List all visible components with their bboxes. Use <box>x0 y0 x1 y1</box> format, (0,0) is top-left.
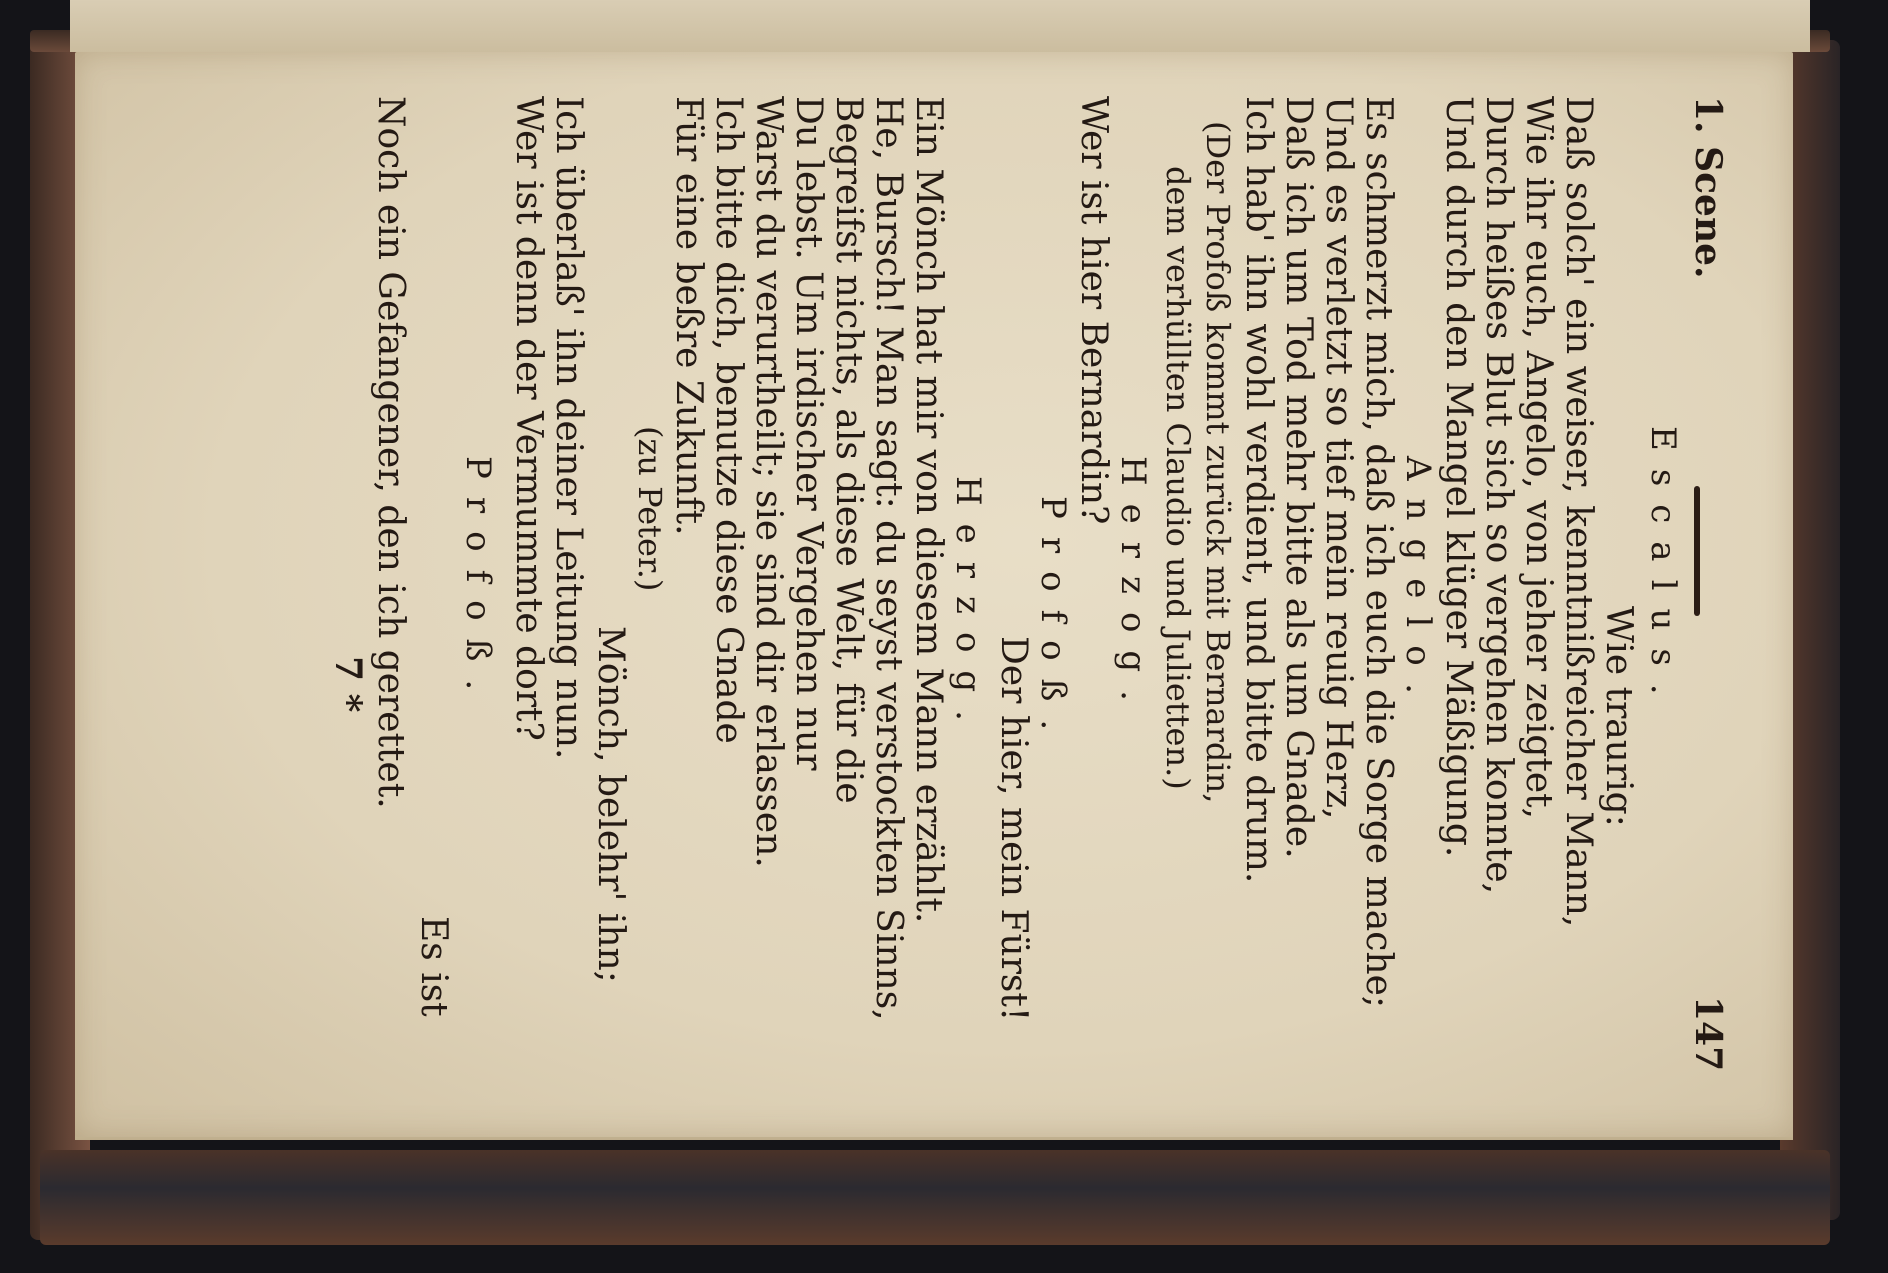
text-line: Und es verletzt so tief mein reuig Herz, <box>1318 96 1359 820</box>
text-line: Daß ich um Tod mehr bitte als um Gnade. <box>1278 96 1319 859</box>
speaker-heading: Profoß. <box>1033 496 1073 749</box>
stage-direction: dem verhüllten Claudio und Julietten.) <box>1159 166 1197 790</box>
text-line: He, Bursch! Man sagt: du seyst verstockten Sinns, <box>868 96 909 1021</box>
text-line: Der hier, mein Fürst! <box>993 636 1034 1022</box>
text-line: Für eine beßre Zukunft. <box>668 96 709 536</box>
catchword: Es ist <box>413 916 454 1017</box>
speaker-heading: Herzog. <box>1113 456 1153 719</box>
text-line: Es schmerzt mich, daß ich euch die Sorge mache; <box>1358 96 1399 1009</box>
text-line: Wie ihr euch, Angelo, von jeher zeigtet, <box>1518 96 1559 820</box>
speaker-heading: Angelo. <box>1398 456 1438 712</box>
text-line: Warst du verurtheilt; sie sind dir erlassen. <box>748 96 789 868</box>
facing-page-edge <box>70 0 1810 52</box>
text-line: Noch ein Gefangener, den ich gerettet. <box>370 96 411 809</box>
running-header: 1. Scene. <box>1687 96 1729 279</box>
signature-mark: 7 * <box>327 656 369 713</box>
text-line: Ein Mönch hat mir von diesem Mann erzählt. <box>908 96 949 924</box>
text-line: Wer ist denn der Vermummte dort? <box>508 96 549 741</box>
text-line: Daß solch' ein weiser, kenntnißreicher Mann, <box>1558 96 1599 928</box>
text-line: Du lebst. Um irdischer Vergehen nur <box>788 96 829 771</box>
text-line: Wie traurig: <box>1598 606 1639 827</box>
speaker-heading: Profoß. <box>458 456 498 709</box>
text-line: Ich hab' ihn wohl verdient, und bitte drum. <box>1238 96 1279 884</box>
text-line: Ich bitte dich, benutze diese Gnade <box>708 96 749 744</box>
text-line: Begreifst nichts, als diese Welt, für die <box>828 96 869 804</box>
rotated-text-block <box>208 96 1728 1126</box>
text-line: Mönch, belehr' ihn; <box>590 626 631 983</box>
speaker-heading: Herzog. <box>948 476 988 739</box>
header-ornament <box>1694 486 1700 616</box>
text-line: Ich überlaß' ihn deiner Leitung nun. <box>548 96 589 760</box>
stage-direction: (zu Peter.) <box>631 426 669 592</box>
page-number: 147 <box>1687 996 1729 1072</box>
book-cover-bottom-edge <box>40 1150 1830 1245</box>
text-line: Wer ist hier Bernardin? <box>1073 96 1114 525</box>
speaker-heading: Escalus. <box>1643 426 1683 713</box>
text-line: Und durch den Mangel klüger Mäßigung. <box>1438 96 1479 858</box>
stage-direction: (Der Profoß kommt zurück mit Bernardin, <box>1199 121 1237 804</box>
text-line: Durch heißes Blut sich so vergehen konnte, <box>1478 96 1519 895</box>
